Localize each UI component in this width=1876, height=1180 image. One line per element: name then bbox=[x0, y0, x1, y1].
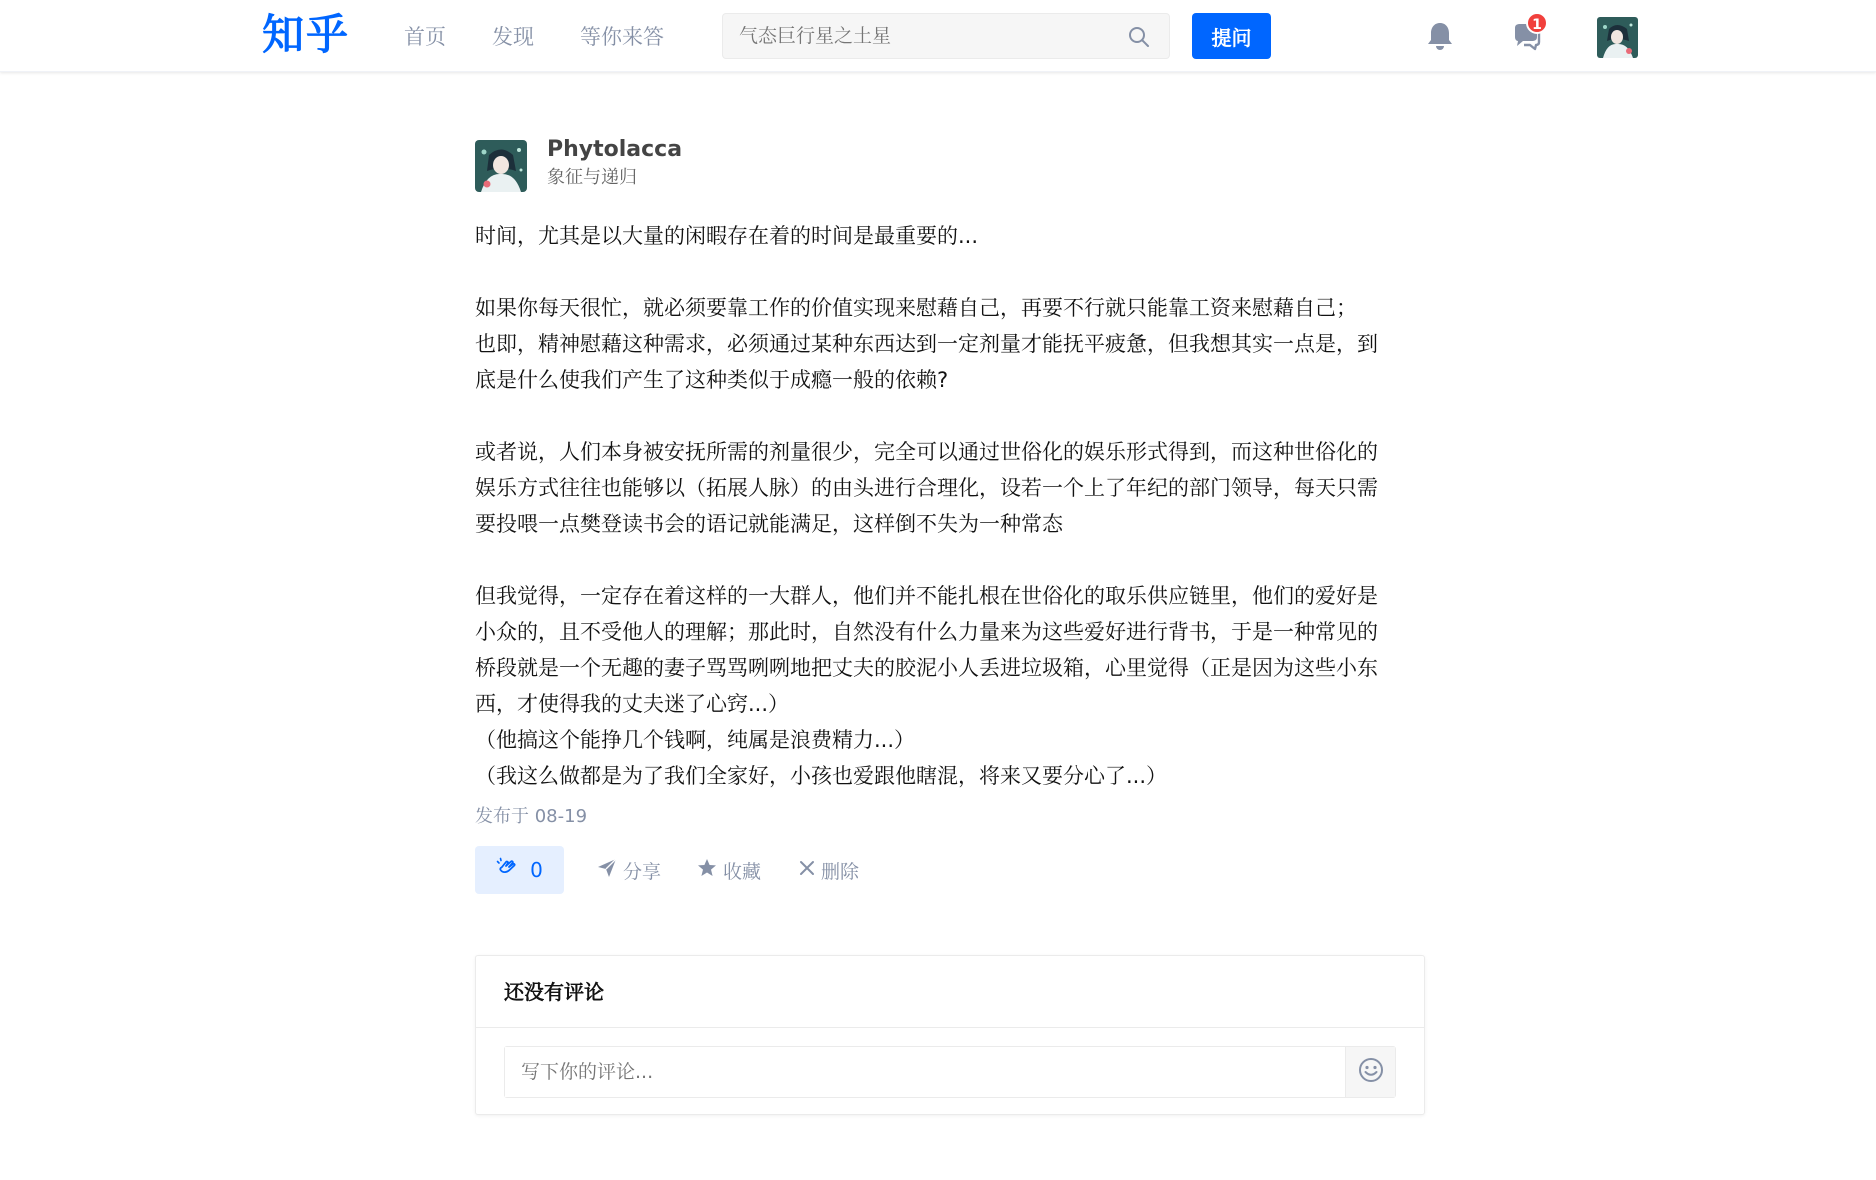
author-avatar[interactable] bbox=[475, 140, 527, 192]
search-input[interactable] bbox=[723, 14, 1113, 58]
nav-waiting-answers[interactable]: 等你来答 bbox=[580, 25, 664, 49]
comment-input-wrap bbox=[504, 1046, 1396, 1098]
comments-section bbox=[475, 955, 1425, 1115]
share-label: 分享 bbox=[623, 860, 662, 883]
applause-icon bbox=[496, 857, 518, 884]
star-icon bbox=[697, 858, 717, 883]
post-actions bbox=[475, 846, 1425, 894]
post-content bbox=[475, 218, 1425, 794]
paragraph: 或者说，人们本身被安抚所需的剂量很少，完全可以通过世俗化的娱乐形式得到，而这种世俗化的 bbox=[475, 440, 1378, 464]
send-icon bbox=[597, 858, 617, 883]
paragraph: （我这么做都是为了我们全家好，小孩也爱跟他瞎混，将来又要分心了...） bbox=[475, 764, 1168, 788]
favorite-label: 收藏 bbox=[723, 860, 762, 883]
paragraph: （他搞这个能挣几个钱啊，纯属是浪费精力...） bbox=[475, 728, 916, 752]
paragraph: 西，才使得我的丈夫迷了心窍...） bbox=[475, 692, 790, 716]
comment-input[interactable] bbox=[505, 1047, 1345, 1097]
zhihu-logo[interactable]: 知乎 bbox=[262, 10, 351, 59]
nav-discover[interactable]: 发现 bbox=[492, 25, 534, 49]
paragraph-gap bbox=[475, 254, 1425, 290]
paragraph: 如果你每天很忙，就必须要靠工作的价值实现来慰藉自己，再要不行就只能靠工资来慰藉自己； bbox=[475, 296, 1357, 320]
author-info bbox=[475, 136, 1425, 192]
favorite-button[interactable] bbox=[697, 846, 761, 894]
top-navbar bbox=[0, 0, 1876, 72]
nav-home[interactable]: 首页 bbox=[404, 25, 446, 49]
paragraph: 娱乐方式往往也能够以（拓展人脉）的由头进行合理化，设若一个上了年纪的部门领导，每天只需 bbox=[475, 476, 1378, 500]
comments-title: 还没有评论 bbox=[476, 956, 1424, 1028]
vote-count: 0 bbox=[530, 858, 543, 882]
paragraph: 小众的，且不受他人的理解；那此时，自然没有什么力量来为这些爱好进行背书，于是一种常见的 bbox=[475, 620, 1378, 644]
author-headline: 象征与递归 bbox=[547, 167, 637, 188]
main-nav bbox=[404, 22, 710, 52]
paragraph: 时间，尤其是以大量的闲暇存在着的时间是最重要的... bbox=[475, 224, 979, 248]
notification-badge: 1 bbox=[1526, 12, 1548, 34]
paragraph: 桥段就是一个无趣的妻子骂骂咧咧地把丈夫的胶泥小人丢进垃圾箱，心里觉得（正是因为这些小东 bbox=[475, 656, 1378, 680]
paragraph: 也即，精神慰藉这种需求，必须通过某种东西达到一定剂量才能抚平疲惫，但我想其实一点是，到 bbox=[475, 332, 1378, 356]
search-box bbox=[722, 13, 1170, 59]
paragraph-gap bbox=[475, 398, 1425, 434]
delete-label: 删除 bbox=[821, 860, 860, 883]
bell-icon[interactable] bbox=[1425, 20, 1455, 52]
emoji-button[interactable] bbox=[1345, 1047, 1395, 1097]
paragraph: 但我觉得，一定存在着这样的一大群人，他们并不能扎根在世俗化的取乐供应链里，他们的爱好是 bbox=[475, 584, 1378, 608]
paragraph: 底是什么使我们产生了这种类似于成瘾一般的依赖? bbox=[475, 368, 949, 392]
post-card bbox=[475, 136, 1425, 894]
delete-button[interactable] bbox=[799, 846, 859, 894]
paragraph: 要投喂一点樊登读书会的语记就能满足，这样倒不失为一种常态 bbox=[475, 512, 1063, 536]
emoji-icon bbox=[1358, 1057, 1384, 1087]
user-avatar[interactable] bbox=[1597, 17, 1638, 58]
share-button[interactable] bbox=[597, 846, 661, 894]
ask-question-button[interactable]: 提问 bbox=[1192, 13, 1271, 59]
publish-time: 发布于 08-19 bbox=[475, 806, 588, 827]
paragraph-gap bbox=[475, 542, 1425, 578]
search-icon[interactable] bbox=[1127, 25, 1151, 49]
author-name[interactable]: Phytolacca bbox=[547, 137, 683, 162]
close-icon bbox=[799, 859, 815, 881]
applause-button[interactable] bbox=[475, 846, 564, 894]
